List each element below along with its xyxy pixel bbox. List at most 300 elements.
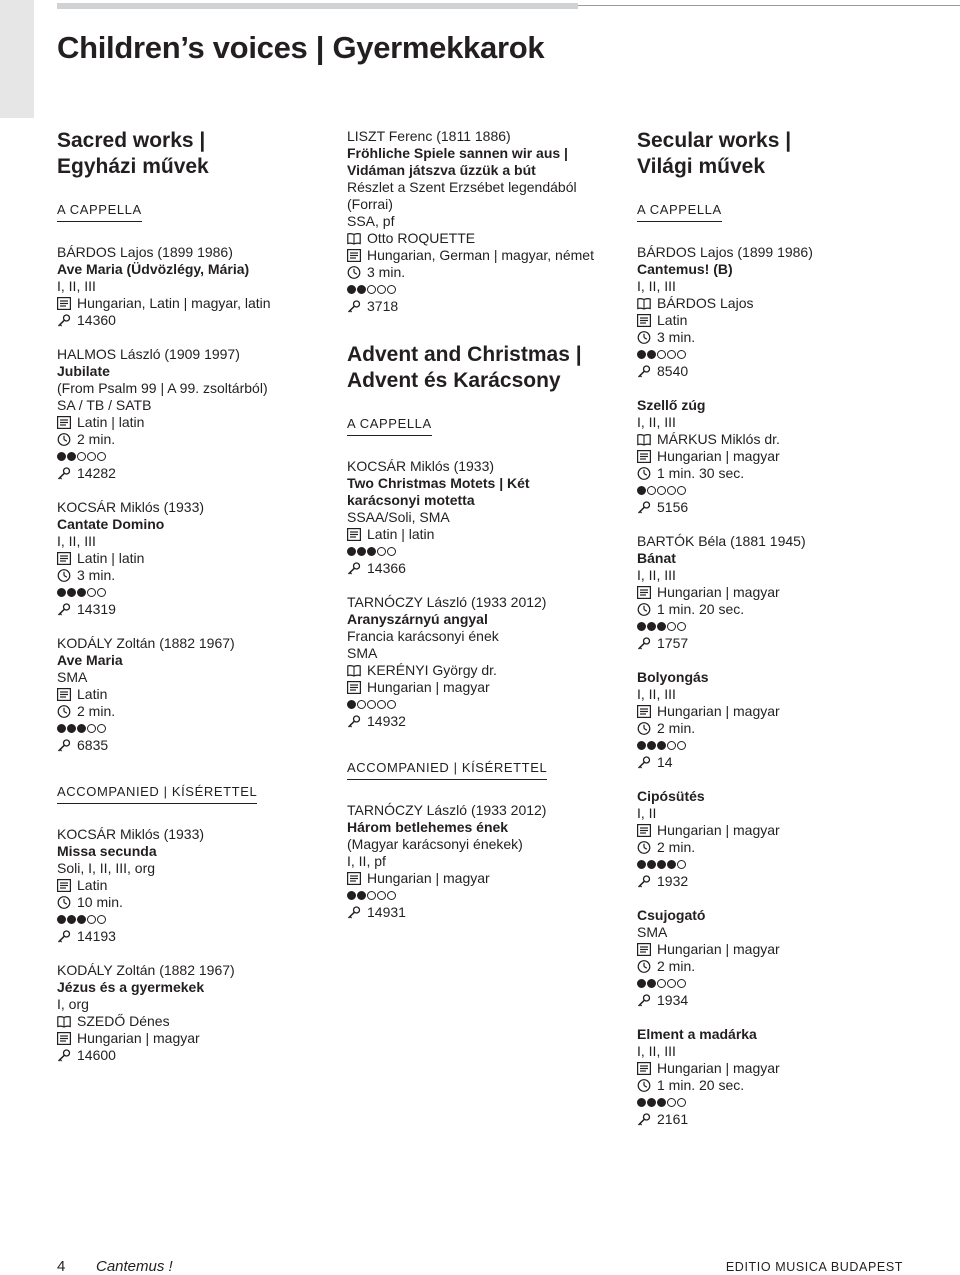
work-language-line [57, 686, 337, 703]
work-language-text: Latin [657, 312, 688, 328]
difficulty-dot-filled [357, 547, 366, 556]
difficulty-dot-filled [67, 724, 76, 733]
language-icon [637, 1062, 651, 1075]
clock-icon [57, 705, 71, 718]
work-lyricist-text: MÁRKUS Miklós dr. [657, 431, 780, 447]
column-right [637, 128, 937, 1128]
work-language-text: Hungarian | magyar [657, 448, 780, 464]
work-catalogue-line [637, 873, 937, 890]
difficulty-dot-empty [677, 350, 686, 359]
column-left [57, 128, 337, 1064]
difficulty-dots [57, 720, 337, 737]
difficulty-dot-filled [647, 350, 656, 359]
difficulty-dot-filled [657, 622, 666, 631]
work-text-line [347, 836, 627, 853]
work-entry [57, 516, 337, 618]
clock-icon [57, 569, 71, 582]
section-heading-line: Advent és Karácsony [347, 369, 561, 392]
key-icon [57, 314, 71, 327]
work-text-text: SSA, pf [347, 213, 395, 229]
difficulty-dot-filled [647, 622, 656, 631]
language-icon [57, 297, 71, 310]
composer-name: BÁRDOS Lajos (1899 1986) [637, 244, 813, 260]
work-title: Aranyszárnyú angyal [347, 611, 488, 627]
key-icon [57, 739, 71, 752]
difficulty-dot-empty [377, 547, 386, 556]
difficulty-dot-filled [67, 915, 76, 924]
difficulty-dot-empty [657, 350, 666, 359]
key-icon [637, 365, 651, 378]
work-language-line [637, 584, 937, 601]
difficulty-dots [57, 911, 337, 928]
work-text-line [347, 509, 627, 526]
difficulty-dot-empty [387, 891, 396, 900]
key-icon [57, 467, 71, 480]
work-text-text: SMA [347, 645, 378, 661]
composer-name: KOCSÁR Miklós (1933) [57, 826, 205, 842]
language-icon [637, 450, 651, 463]
work-text-line [637, 414, 937, 431]
composer-name: HALMOS László (1909 1997) [57, 346, 240, 362]
clock-icon [637, 467, 651, 480]
work-title: Cipósütés [637, 788, 705, 804]
subsection-heading: A CAPPELLA [637, 201, 722, 222]
work-entry [347, 819, 627, 921]
work-duration-text: 1 min. 20 sec. [657, 1077, 745, 1093]
difficulty-dots [57, 584, 337, 601]
work-title: Fröhliche Spiele sannen wir aus | [347, 145, 568, 161]
work-catalogue-text: 1757 [657, 635, 689, 651]
language-icon [347, 681, 361, 694]
difficulty-dot-filled [637, 979, 646, 988]
work-duration-text: 10 min. [77, 894, 123, 910]
work-entry [637, 261, 937, 380]
difficulty-dot-empty [97, 724, 106, 733]
difficulty-dot-empty [387, 700, 396, 709]
composer-name: BÁRDOS Lajos (1899 1986) [57, 244, 233, 260]
page-title: Children’s voices | Gyermekkarok [57, 30, 545, 65]
language-icon [637, 824, 651, 837]
work-text-text: SMA [637, 924, 668, 940]
work-entry [637, 788, 937, 890]
work-catalogue-text: 8540 [657, 363, 689, 379]
work-title: Szellő zúg [637, 397, 706, 413]
work-text-text: (Magyar karácsonyi énekek) [347, 836, 523, 852]
key-icon [57, 930, 71, 943]
difficulty-dots [637, 856, 937, 873]
difficulty-dot-filled [77, 915, 86, 924]
difficulty-dot-filled [667, 860, 676, 869]
difficulty-dot-filled [347, 285, 356, 294]
work-catalogue-line [347, 904, 627, 921]
work-entry [637, 1026, 937, 1128]
work-catalogue-text: 2161 [657, 1111, 689, 1127]
work-text-text: I, II, III [637, 414, 676, 430]
work-title: Bolyongás [637, 669, 709, 685]
difficulty-dot-empty [657, 486, 666, 495]
page-number: 4 [57, 1258, 66, 1275]
book-icon [347, 232, 361, 245]
work-language-line [57, 295, 337, 312]
work-text-text: I, II, III [637, 686, 676, 702]
work-catalogue-text: 14360 [77, 312, 116, 328]
side-tab [0, 0, 34, 118]
work-lyricist-text: Otto ROQUETTE [367, 230, 476, 246]
difficulty-dot-filled [637, 622, 646, 631]
clock-icon [637, 1079, 651, 1092]
difficulty-dots [637, 737, 937, 754]
work-entry [637, 397, 937, 516]
composer-name: KODÁLY Zoltán (1882 1967) [57, 962, 235, 978]
work-duration-line [57, 431, 337, 448]
difficulty-dot-filled [647, 979, 656, 988]
work-text-line [347, 645, 627, 662]
difficulty-dot-filled [637, 860, 646, 869]
difficulty-dot-empty [667, 1098, 676, 1107]
difficulty-dot-filled [657, 860, 666, 869]
book-icon [637, 297, 651, 310]
work-catalogue-line [637, 754, 937, 771]
key-icon [57, 603, 71, 616]
work-language-line [637, 703, 937, 720]
work-text-line [57, 669, 337, 686]
difficulty-dot-empty [677, 486, 686, 495]
work-language-text: Hungarian | magyar [657, 822, 780, 838]
difficulty-dot-empty [367, 700, 376, 709]
language-icon [57, 552, 71, 565]
work-duration-line [637, 720, 937, 737]
work-lyricist-line [637, 295, 937, 312]
work-entry [57, 363, 337, 482]
work-catalogue-line [637, 363, 937, 380]
language-icon [57, 1032, 71, 1045]
work-text-text: (From Psalm 99 | A 99. zsoltárból) [57, 380, 268, 396]
difficulty-dot-empty [97, 452, 106, 461]
work-language-text: Hungarian | magyar [367, 679, 490, 695]
difficulty-dot-filled [647, 860, 656, 869]
work-text-line [57, 996, 337, 1013]
work-text-text: I, org [57, 996, 89, 1012]
work-title: Csujogató [637, 907, 706, 923]
work-entry [637, 669, 937, 771]
difficulty-dot-empty [667, 622, 676, 631]
clock-icon [637, 722, 651, 735]
work-duration-line [347, 264, 627, 281]
work-language-line [57, 550, 337, 567]
work-language-text: Latin | latin [77, 414, 145, 430]
difficulty-dot-empty [667, 350, 676, 359]
work-title: Ave Maria (Üdvözlégy, Mária) [57, 261, 250, 277]
difficulty-dot-filled [347, 891, 356, 900]
difficulty-dot-filled [67, 588, 76, 597]
work-entry [637, 907, 937, 1009]
language-icon [57, 416, 71, 429]
difficulty-dot-empty [677, 622, 686, 631]
work-catalogue-line [57, 1047, 337, 1064]
work-text-line [347, 628, 627, 645]
work-language-line [637, 822, 937, 839]
work-language-line [347, 870, 627, 887]
work-catalogue-line [347, 560, 627, 577]
key-icon [637, 1113, 651, 1126]
difficulty-dot-filled [57, 915, 66, 924]
work-language-text: Latin [77, 686, 108, 702]
work-text-text: I, II, III [57, 278, 96, 294]
composer-name: BARTÓK Béla (1881 1945) [637, 533, 806, 549]
work-language-line [637, 312, 937, 329]
work-duration-line [637, 1077, 937, 1094]
work-title: Vidáman játszva űzzük a bút [347, 162, 536, 178]
work-text-line [637, 1043, 937, 1060]
work-catalogue-line [347, 298, 627, 315]
difficulty-dot-filled [637, 741, 646, 750]
work-text-line [347, 196, 627, 213]
work-title: Három betlehemes ének [347, 819, 509, 835]
work-duration-line [57, 703, 337, 720]
difficulty-dot-empty [677, 1098, 686, 1107]
work-duration-text: 3 min. [657, 329, 696, 345]
work-language-line [347, 247, 627, 264]
difficulty-dot-filled [57, 724, 66, 733]
difficulty-dot-filled [347, 547, 356, 556]
clock-icon [637, 960, 651, 973]
work-catalogue-text: 14366 [367, 560, 406, 576]
subsection-heading: ACCOMPANIED | KÍSÉRETTEL [347, 759, 547, 780]
work-text-line [637, 278, 937, 295]
composer-name: KODÁLY Zoltán (1882 1967) [57, 635, 235, 651]
work-catalogue-line [637, 635, 937, 652]
work-text-line [637, 924, 937, 941]
work-duration-text: 1 min. 30 sec. [657, 465, 745, 481]
composer-name: KOCSÁR Miklós (1933) [347, 458, 495, 474]
language-icon [347, 528, 361, 541]
work-catalogue-line [57, 928, 337, 945]
work-text-line [637, 567, 937, 584]
work-language-text: Hungarian, German | magyar, német [367, 247, 594, 263]
difficulty-dot-empty [367, 285, 376, 294]
work-language-line [637, 448, 937, 465]
work-text-text: (Forrai) [347, 196, 393, 212]
work-title: Cantemus! (B) [637, 261, 733, 277]
key-icon [347, 715, 361, 728]
work-catalogue-text: 14931 [367, 904, 406, 920]
work-lyricist-text: SZEDŐ Dénes [77, 1013, 170, 1029]
work-catalogue-text: 1932 [657, 873, 689, 889]
work-lyricist-text: KERÉNYI György dr. [367, 662, 497, 678]
work-catalogue-line [57, 737, 337, 754]
work-catalogue-line [637, 499, 937, 516]
work-text-line [57, 860, 337, 877]
work-language-text: Latin | latin [77, 550, 145, 566]
subsection-heading: ACCOMPANIED | KÍSÉRETTEL [57, 783, 257, 804]
clock-icon [637, 331, 651, 344]
difficulty-dot-empty [87, 915, 96, 924]
language-icon [637, 314, 651, 327]
language-icon [57, 879, 71, 892]
work-catalogue-text: 14319 [77, 601, 116, 617]
difficulty-dot-filled [77, 724, 86, 733]
work-text-line [637, 686, 937, 703]
column-middle [347, 128, 627, 921]
work-language-text: Hungarian | magyar [657, 703, 780, 719]
difficulty-dot-empty [377, 700, 386, 709]
work-catalogue-text: 14282 [77, 465, 116, 481]
difficulty-dot-filled [67, 452, 76, 461]
composer-name: KOCSÁR Miklós (1933) [57, 499, 205, 515]
work-catalogue-text: 14600 [77, 1047, 116, 1063]
work-duration-line [637, 958, 937, 975]
work-language-line [347, 679, 627, 696]
work-lyricist-line [57, 1013, 337, 1030]
work-catalogue-text: 14193 [77, 928, 116, 944]
key-icon [347, 906, 361, 919]
section-heading-line: Egyházi művek [57, 155, 209, 178]
work-duration-line [57, 894, 337, 911]
difficulty-dots [637, 482, 937, 499]
difficulty-dot-filled [57, 452, 66, 461]
difficulty-dot-empty [677, 979, 686, 988]
language-icon [637, 705, 651, 718]
header-rule-thick [57, 3, 578, 9]
work-language-line [57, 414, 337, 431]
work-lyricist-line [347, 662, 627, 679]
key-icon [637, 637, 651, 650]
work-catalogue-text: 3718 [367, 298, 399, 314]
work-catalogue-text: 14 [657, 754, 673, 770]
difficulty-dot-empty [357, 700, 366, 709]
work-text-text: I, II, III [637, 1043, 676, 1059]
difficulty-dots [637, 618, 937, 635]
composer-name: TARNÓCZY László (1933 2012) [347, 594, 547, 610]
language-icon [57, 688, 71, 701]
work-lyricist-line [637, 431, 937, 448]
difficulty-dots [637, 346, 937, 363]
difficulty-dot-filled [637, 1098, 646, 1107]
work-duration-line [637, 465, 937, 482]
work-text-line [347, 179, 627, 196]
work-text-text: I, II, pf [347, 853, 386, 869]
work-duration-line [637, 601, 937, 618]
work-text-line [57, 533, 337, 550]
difficulty-dot-empty [77, 452, 86, 461]
difficulty-dot-empty [667, 486, 676, 495]
publisher-name: EDITIO MUSICA BUDAPEST [725, 1260, 903, 1274]
difficulty-dots [347, 887, 627, 904]
work-entry [347, 611, 627, 730]
language-icon [637, 943, 651, 956]
language-icon [347, 872, 361, 885]
work-text-text: Soli, I, II, III, org [57, 860, 156, 876]
difficulty-dots [57, 448, 337, 465]
work-language-text: Hungarian | magyar [657, 584, 780, 600]
work-title: Cantate Domino [57, 516, 165, 532]
work-duration-line [57, 567, 337, 584]
difficulty-dot-filled [57, 588, 66, 597]
work-language-line [347, 526, 627, 543]
work-language-line [57, 877, 337, 894]
difficulty-dot-empty [377, 285, 386, 294]
work-language-text: Hungarian | magyar [657, 1060, 780, 1076]
clock-icon [57, 896, 71, 909]
clock-icon [637, 841, 651, 854]
key-icon [637, 756, 651, 769]
work-text-line [347, 213, 627, 230]
work-catalogue-line [347, 713, 627, 730]
composer-name: TARNÓCZY László (1933 2012) [347, 802, 547, 818]
difficulty-dot-filled [357, 285, 366, 294]
difficulty-dot-filled [647, 741, 656, 750]
work-title: Two Christmas Motets | Két [347, 475, 530, 491]
work-catalogue-text: 14932 [367, 713, 406, 729]
section-heading-line: Világi művek [637, 155, 766, 178]
difficulty-dot-empty [677, 741, 686, 750]
work-title: karácsonyi motetta [347, 492, 475, 508]
key-icon [347, 562, 361, 575]
difficulty-dot-filled [357, 891, 366, 900]
work-text-text: SSAA/Soli, SMA [347, 509, 450, 525]
work-duration-text: 2 min. [77, 431, 116, 447]
work-duration-text: 3 min. [77, 567, 116, 583]
work-text-line [347, 853, 627, 870]
difficulty-dot-empty [667, 979, 676, 988]
work-entry [347, 145, 627, 315]
difficulty-dot-empty [97, 915, 106, 924]
difficulty-dot-filled [647, 1098, 656, 1107]
work-lyricist-text: BÁRDOS Lajos [657, 295, 754, 311]
work-duration-line [637, 839, 937, 856]
section-heading-line: Advent and Christmas | [347, 343, 582, 366]
difficulty-dot-empty [87, 724, 96, 733]
work-text-line [637, 805, 937, 822]
work-title: Elment a madárka [637, 1026, 757, 1042]
work-entry [57, 261, 337, 329]
work-text-text: I, II, III [637, 278, 676, 294]
work-duration-text: 1 min. 20 sec. [657, 601, 745, 617]
difficulty-dots [637, 975, 937, 992]
section-heading [57, 128, 337, 180]
work-language-text: Hungarian | magyar [657, 941, 780, 957]
work-catalogue-line [637, 1111, 937, 1128]
language-icon [637, 586, 651, 599]
work-entry [57, 979, 337, 1064]
work-text-line [57, 278, 337, 295]
work-duration-text: 2 min. [657, 839, 696, 855]
difficulty-dots [637, 1094, 937, 1111]
work-text-text: SMA [57, 669, 88, 685]
composer-name: LISZT Ferenc (1811 1886) [347, 128, 511, 144]
difficulty-dot-filled [657, 741, 666, 750]
work-title: Ave Maria [57, 652, 123, 668]
difficulty-dot-empty [647, 486, 656, 495]
header-rule-thin [578, 5, 960, 6]
difficulty-dot-filled [367, 547, 376, 556]
difficulty-dot-filled [347, 700, 356, 709]
difficulty-dot-empty [367, 891, 376, 900]
work-language-text: Latin | latin [367, 526, 435, 542]
work-entry [637, 550, 937, 652]
clock-icon [637, 603, 651, 616]
work-language-line [57, 1030, 337, 1047]
work-catalogue-line [57, 312, 337, 329]
difficulty-dot-empty [97, 588, 106, 597]
work-text-text: I, II [637, 805, 657, 821]
book-icon [637, 433, 651, 446]
difficulty-dot-filled [657, 1098, 666, 1107]
section-heading-line: Secular works | [637, 129, 792, 152]
work-catalogue-line [637, 992, 937, 1009]
difficulty-dots [347, 696, 627, 713]
subsection-heading: A CAPPELLA [347, 415, 432, 436]
